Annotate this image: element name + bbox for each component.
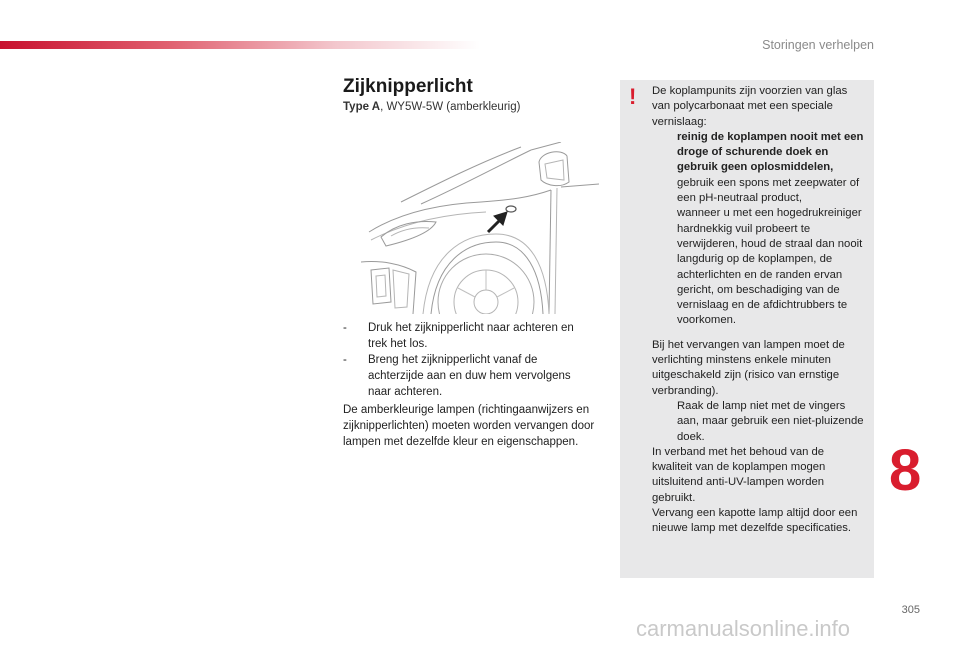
note-paragraph: In verband met het behoud van de kwaliteit van de koplampen mogen uitsluitend anti-UV-lampen worden gebruikt. [652,445,826,504]
note-bullet: wanneer u met een hogedrukreiniger hardnekkig vuil probeert te verwijderen, houd de straal dan nooit langdurig op de koplampen, de achterlichten en de randen ervan gericht, om beschadiging van de vernislaag en de afdichtrubbers te voorkomen. [677,207,863,327]
page-number: 305 [901,604,920,616]
instruction-steps [343,320,595,400]
note-intro: De koplampunits zijn voorzien van glas van polycarbonaat met een speciale vernislaag: [652,85,848,128]
warning-note-box [620,80,874,578]
car-front-side-indicator-illustration [361,142,599,314]
note-bullet: gebruik een spons met zeepwater of een pH-neutraal product, [677,176,860,205]
chapter-title: Storingen verhelpen [762,38,874,52]
bulb-type-line [343,101,520,113]
step-text: Breng het zijknipperlicht vanaf de achterzijde aan en duw hem vervolgens naar achteren. [368,354,571,398]
header-accent-bar [0,41,480,49]
type-label: Type A [343,101,381,113]
warning-note-content [652,84,866,537]
section-title: Zijknipperlicht [343,76,473,97]
warning-icon: ! [629,84,637,109]
note-paragraph: Bij het vervangen van lampen moet de verlichting minstens enkele minuten uitgeschakeld zijn (risico van ernstige verbranding). [652,338,845,397]
type-spec: , WY5W-5W (amberkleurig) [380,101,521,113]
note-paragraph: Vervang een kapotte lamp altijd door een nieuwe lamp met dezelfde specificaties. [652,507,858,535]
step-item: - Breng het zijknipperlicht vanaf de achterzijde aan en duw hem vervolgens naar achteren. [343,354,571,398]
amber-lamp-note: De amberkleurige lampen (richtingaanwijzers en zijknipperlichten) moeten worden vervangen door lampen met dezelfde kleur en eigenschappen. [343,404,595,448]
step-item: - Druk het zijknipperlicht naar achteren en trek het los. [343,322,574,350]
step-text: Druk het zijknipperlicht naar achteren en trek het los. [368,322,574,350]
watermark-text: carmanualsonline.info [636,616,851,641]
note-bullet: reinig de koplampen nooit met een droge of schurende doek en gebruik geen oplosmiddelen, [677,130,864,174]
chapter-number: 8 [889,438,922,503]
note-bullet: Raak de lamp niet met de vingers aan, maar gebruik een niet-pluizende doek. [677,399,864,443]
